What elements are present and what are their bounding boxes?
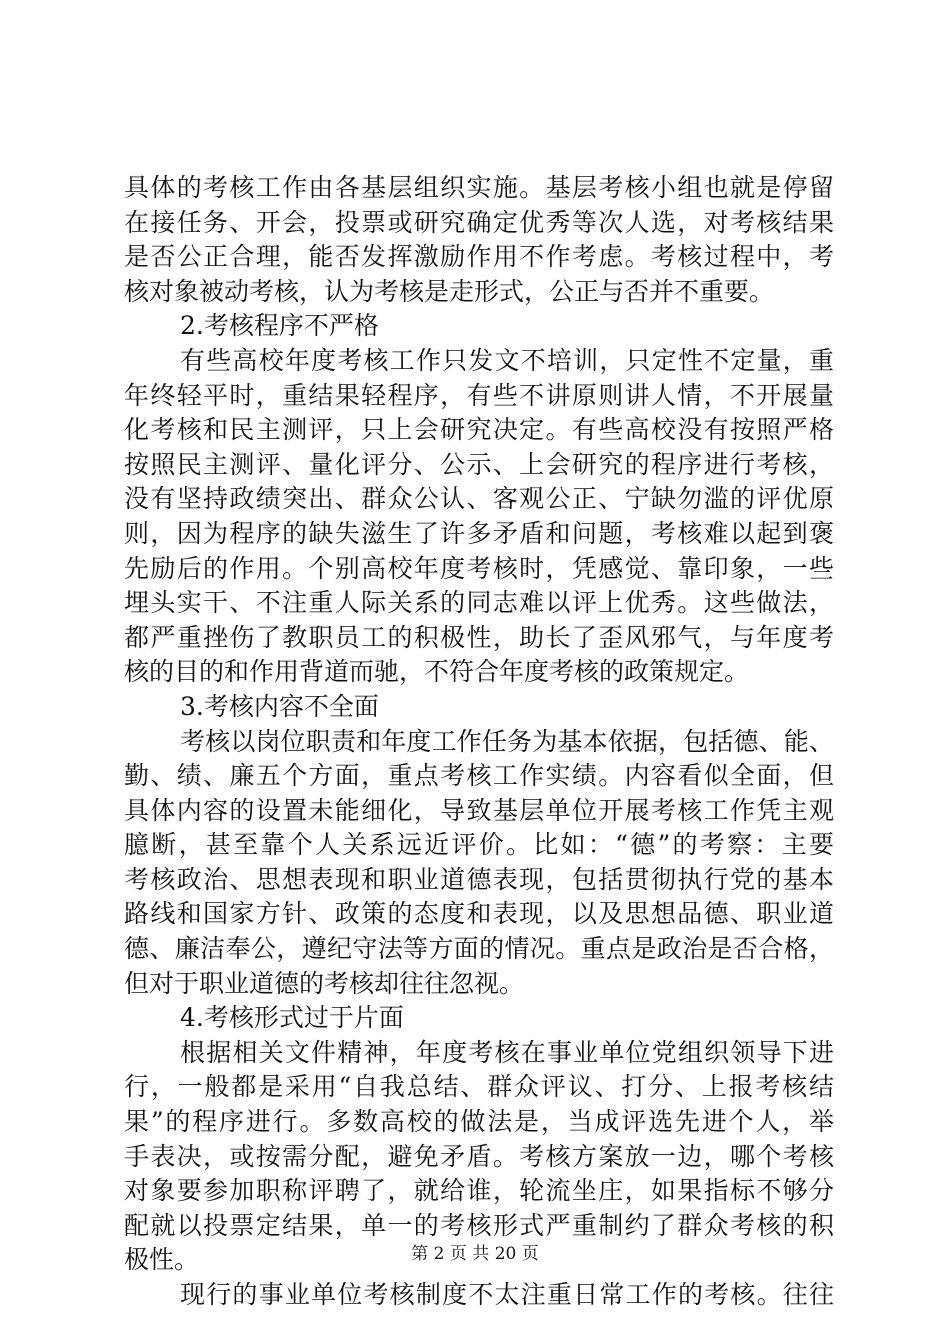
body-text-line: 根据相关文件精神，年度考核在事业单位党组织领导下进 (180, 1037, 834, 1067)
body-text-line: 勤、绩、廉五个方面，重点考核工作实绩。内容看似全面，但 (124, 761, 834, 791)
body-text-line: 核的目的和作用背道而驰，不符合年度考核的政策规定。 (124, 657, 750, 687)
body-text-line: 都严重挫伤了教职员工的积极性，助长了歪风邪气，与年度考 (124, 622, 834, 652)
body-text-line: 是否公正合理，能否发挥激励作用不作考虑。考核过程中，考 (124, 242, 834, 272)
body-text-line: 核对象被动考核，认为考核是走形式，公正与否并不重要。 (124, 276, 775, 306)
body-text-line: 但对于职业道德的考核却往往忽视。 (124, 968, 525, 998)
body-text-line: 在接任务、开会，投票或研究确定优秀等次人选，对考核结果 (124, 207, 834, 237)
body-text-line: 对象要参加职称评聘了，就给谁，轮流坐庄，如果指标不够分 (124, 1176, 834, 1206)
body-text-line: 有些高校年度考核工作只发文不培训，只定性不定量，重 (180, 345, 834, 375)
body-text-line: 考核以岗位职责和年度工作任务为基本依据，包括德、能、 (180, 726, 834, 756)
body-text-line: 德、廉洁奉公，遵纪守法等方面的情况。重点是政治是否合格， (124, 934, 834, 964)
page-footer: 第 2 页 共 20 页 (411, 1244, 539, 1264)
section-heading: 3.考核内容不全面 (180, 691, 379, 721)
body-text-line: 埋头实干、不注重人际关系的同志难以评上优秀。这些做法， (124, 588, 834, 618)
body-text-line: 先励后的作用。个别高校年度考核时，凭感觉、靠印象，一些 (124, 553, 834, 583)
body-text-line: 配就以投票定结果，单一的考核形式严重制约了群众考核的积 (124, 1210, 834, 1240)
body-text-line: 具体的考核工作由各基层组织实施。基层考核小组也就是停留 (124, 173, 834, 202)
body-text-line: 臆断，甚至靠个人关系远近评价。比如：“德”的考察：主要 (124, 830, 834, 860)
section-heading: 2.考核程序不严格 (180, 311, 379, 341)
body-text-line: 行，一般都是采用“自我总结、群众评议、打分、上报考核结 (124, 1072, 834, 1102)
body-text-line: 则，因为程序的缺失滋生了许多矛盾和问题，考核难以起到褒 (124, 518, 834, 548)
section-heading: 4.考核形式过于片面 (180, 1003, 404, 1033)
body-text-line: 没有坚持政绩突出、群众公认、客观公正、宁缺勿滥的评优原 (124, 484, 834, 514)
body-text-line: 化考核和民主测评，只上会研究决定。有些高校没有按照严格 (124, 415, 834, 445)
body-text-line: 年终轻平时，重结果轻程序，有些不讲原则讲人情，不开展量 (124, 380, 834, 410)
body-text-line: 手表决，或按需分配，避免矛盾。考核方案放一边，哪个考核 (124, 1141, 834, 1171)
body-text-line: 现行的事业单位考核制度不太注重日常工作的考核。往往 (180, 1280, 834, 1309)
body-text-line: 极性。 (124, 1245, 200, 1275)
document-body (124, 171, 834, 1313)
body-text-line: 路线和国家方针、政策的态度和表现，以及思想品德、职业道 (124, 899, 834, 929)
body-text-line: 具体内容的设置未能细化，导致基层单位开展考核工作凭主观 (124, 795, 834, 825)
body-text-line: 考核政治、思想表现和职业道德表现，包括贯彻执行党的基本 (124, 864, 834, 894)
body-text-line: 按照民主测评、量化评分、公示、上会研究的程序进行考核， (124, 449, 834, 479)
body-text-line: 果”的程序进行。多数高校的做法是，当成评选先进个人，举 (124, 1107, 834, 1137)
